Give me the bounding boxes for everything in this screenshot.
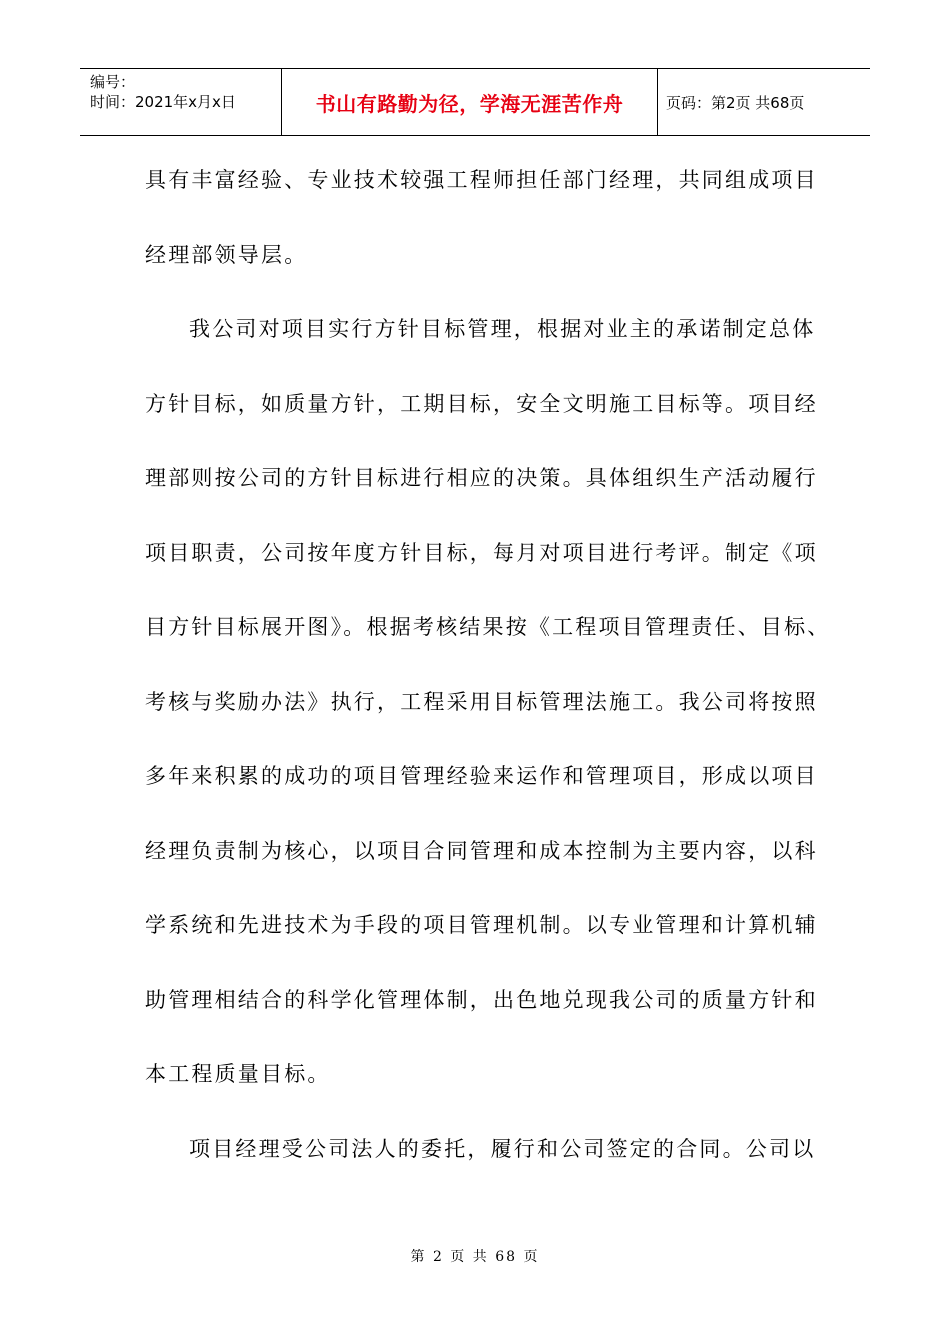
page-code: 页码：第2页 共68页 [666, 93, 805, 112]
body-line: 多年来积累的成功的项目管理经验来运作和管理项目，形成以项目 [145, 764, 818, 788]
body-line: 项目职责，公司按年度方针目标，每月对项目进行考评。制定《项 [145, 540, 818, 565]
body-line: 我公司对项目实行方针目标管理，根据对业主的承诺制定总体 [189, 317, 816, 341]
body-line: 理部则按公司的方针目标进行相应的决策。具体组织生产活动履行 [145, 466, 818, 490]
body-line: 方针目标，如质量方针，工期目标，安全文明施工目标等。项目经 [145, 391, 818, 416]
body-line: 考核与奖励办法》执行，工程采用目标管理法施工。我公司将按照 [145, 689, 818, 714]
motto-text: 书山有路勤为径，学海无涯苦作舟 [315, 91, 624, 116]
body-line: 目方针目标展开图》。根据考核结果按《工程项目管理责任、目标、 [145, 615, 831, 639]
document-body [145, 160, 831, 1203]
body-line: 学系统和先进技术为手段的项目管理机制。以专业管理和计算机辅 [145, 913, 818, 937]
header-meta [80, 69, 282, 135]
body-line: 经理部领导层。 [145, 242, 308, 267]
body-line: 经理负责制为核心，以项目合同管理和成本控制为主要内容，以科 [145, 838, 818, 863]
time-label: 时间：2021年x月x日 [90, 93, 236, 111]
number-label: 编号： [90, 73, 136, 91]
body-line: 本工程质量目标。 [145, 1062, 331, 1086]
body-line: 项目经理受公司法人的委托，履行和公司签定的合同。公司以 [189, 1136, 816, 1161]
header-motto-cell [282, 69, 658, 135]
document-header [80, 68, 870, 136]
body-line: 具有丰富经验、专业技术较强工程师担任部门经理，共同组成项目 [145, 168, 818, 192]
header-page-code-cell [658, 69, 870, 135]
page-footer: 第 2 页 共 68 页 [410, 1249, 540, 1265]
body-line: 助管理相结合的科学化管理体制，出色地兑现我公司的质量方针和 [145, 987, 818, 1012]
